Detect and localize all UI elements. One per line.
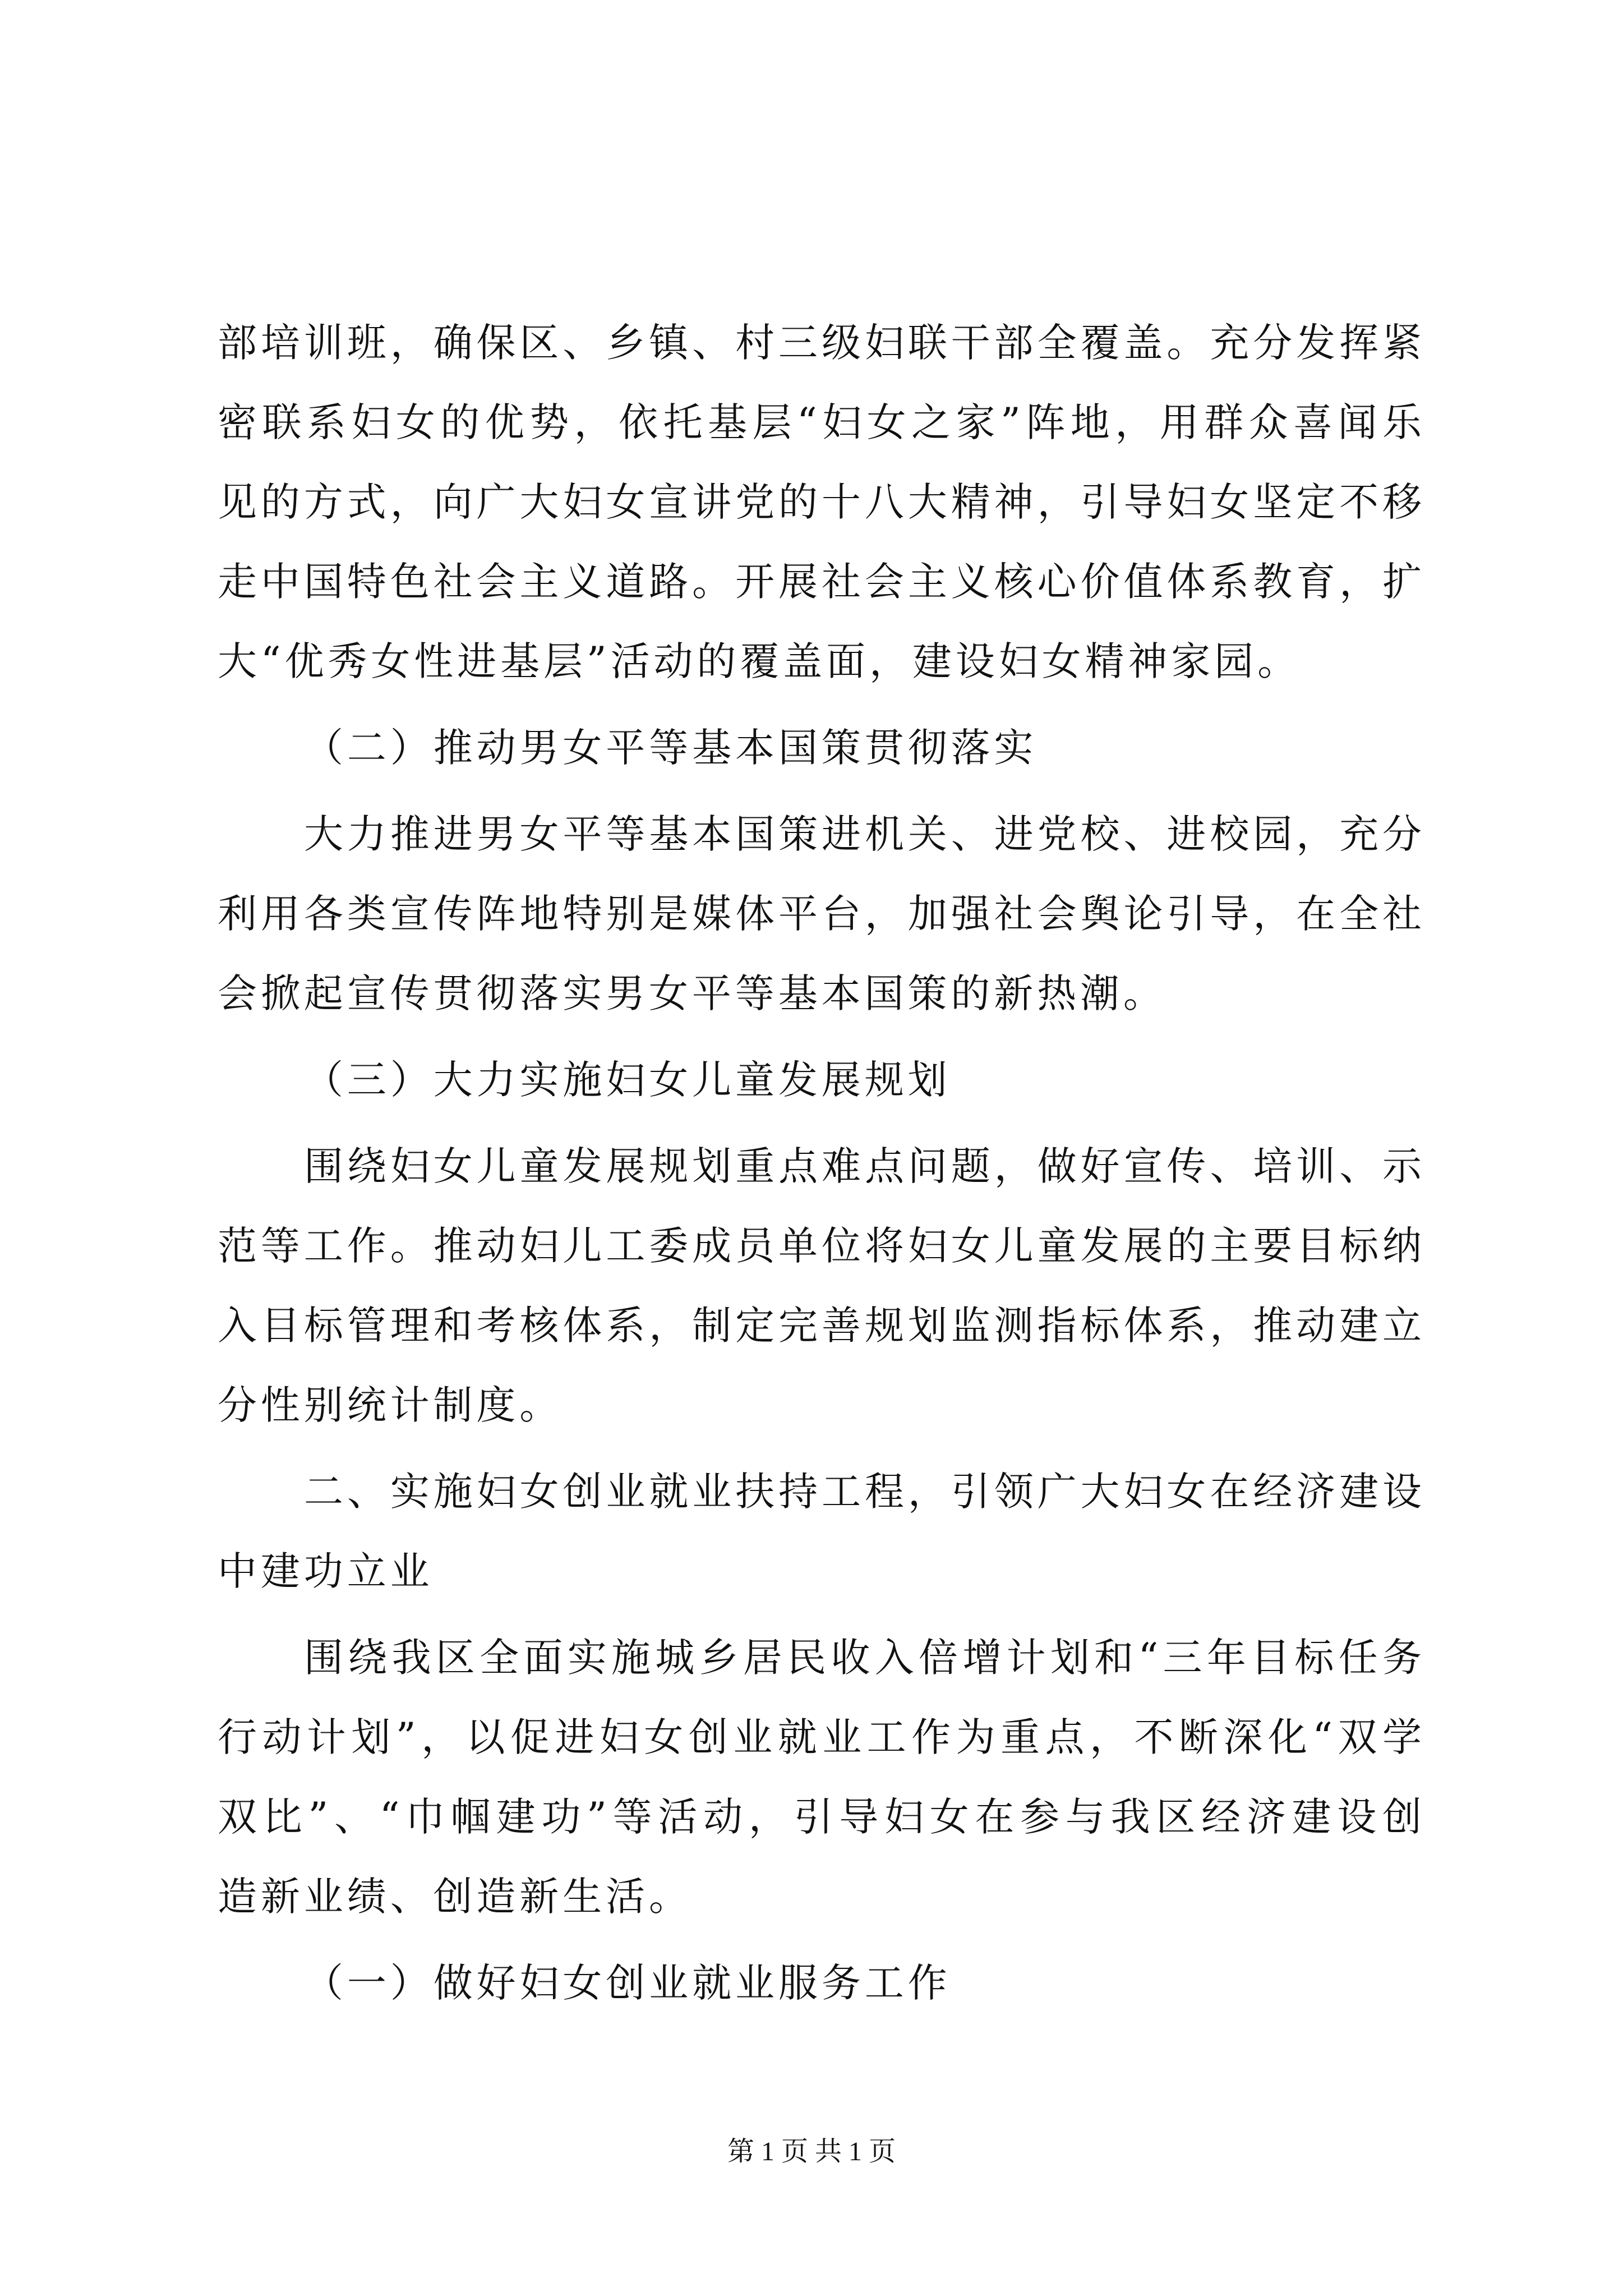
paragraph-line: 分性别统计制度。 — [218, 1382, 563, 1428]
paragraph-line: 见的方式，向广大妇女宣讲党的十八大精神，引导妇女坚定不移 — [218, 479, 1424, 525]
paragraph — [218, 1618, 1424, 1936]
paragraph — [218, 303, 1424, 701]
chapter-heading — [218, 1452, 1424, 1611]
paragraph-line: 部培训班，确保区、乡镇、村三级妇联干部全覆盖。充分发挥紧 — [218, 320, 1424, 366]
paragraph-line: 利用各类宣传阵地特别是媒体平台，加强社会舆论引导，在全社 — [218, 891, 1424, 937]
paragraph-line: 造新业绩、创造新生活。 — [218, 1874, 692, 1920]
page-footer: 第 1 页 共 1 页 — [727, 2137, 896, 2166]
paragraph-line: 走中国特色社会主义道路。开展社会主义核心价值体系教育，扩 — [218, 559, 1424, 605]
section-heading-line: （二）推动男女平等基本国策贯彻落实 — [304, 725, 1038, 771]
paragraph-line: 密联系妇女的优势，依托基层“妇女之家”阵地，用群众喜闻乐 — [218, 399, 1424, 445]
paragraph-line: 会掀起宣传贯彻落实男女平等基本国策的新热潮。 — [218, 970, 1166, 1016]
document-body — [218, 303, 1424, 2023]
section-heading-line: （一）做好妇女创业就业服务工作 — [304, 1960, 951, 2006]
paragraph-line: 围绕我区全面实施城乡居民收入倍增计划和“三年目标任务 — [304, 1635, 1424, 1681]
section-heading — [218, 1943, 1424, 2023]
paragraph-line: 行动计划”，以促进妇女创业就业工作为重点，不断深化“双学 — [218, 1714, 1424, 1760]
section-heading — [218, 1040, 1424, 1120]
paragraph-line: 入目标管理和考核体系，制定完善规划监测指标体系，推动建立 — [218, 1303, 1424, 1349]
paragraph-line: 双比”、“巾帼建功”等活动，引导妇女在参与我区经济建设创 — [218, 1794, 1424, 1840]
section-heading-line: （三）大力实施妇女儿童发展规划 — [304, 1057, 951, 1103]
section-heading — [218, 708, 1424, 788]
paragraph — [218, 794, 1424, 1033]
paragraph-line: 大力推进男女平等基本国策进机关、进党校、进校园，充分 — [304, 811, 1424, 857]
paragraph-line: 大“优秀女性进基层”活动的覆盖面，建设妇女精神家园。 — [218, 638, 1301, 684]
paragraph-line: 范等工作。推动妇儿工委成员单位将妇女儿童发展的主要目标纳 — [218, 1223, 1424, 1269]
chapter-heading-line: 二、实施妇女创业就业扶持工程，引领广大妇女在经济建设 — [304, 1469, 1424, 1515]
paragraph-line: 围绕妇女儿童发展规划重点难点问题，做好宣传、培训、示 — [304, 1143, 1424, 1189]
chapter-heading-line: 中建功立业 — [218, 1548, 434, 1594]
paragraph — [218, 1126, 1424, 1445]
